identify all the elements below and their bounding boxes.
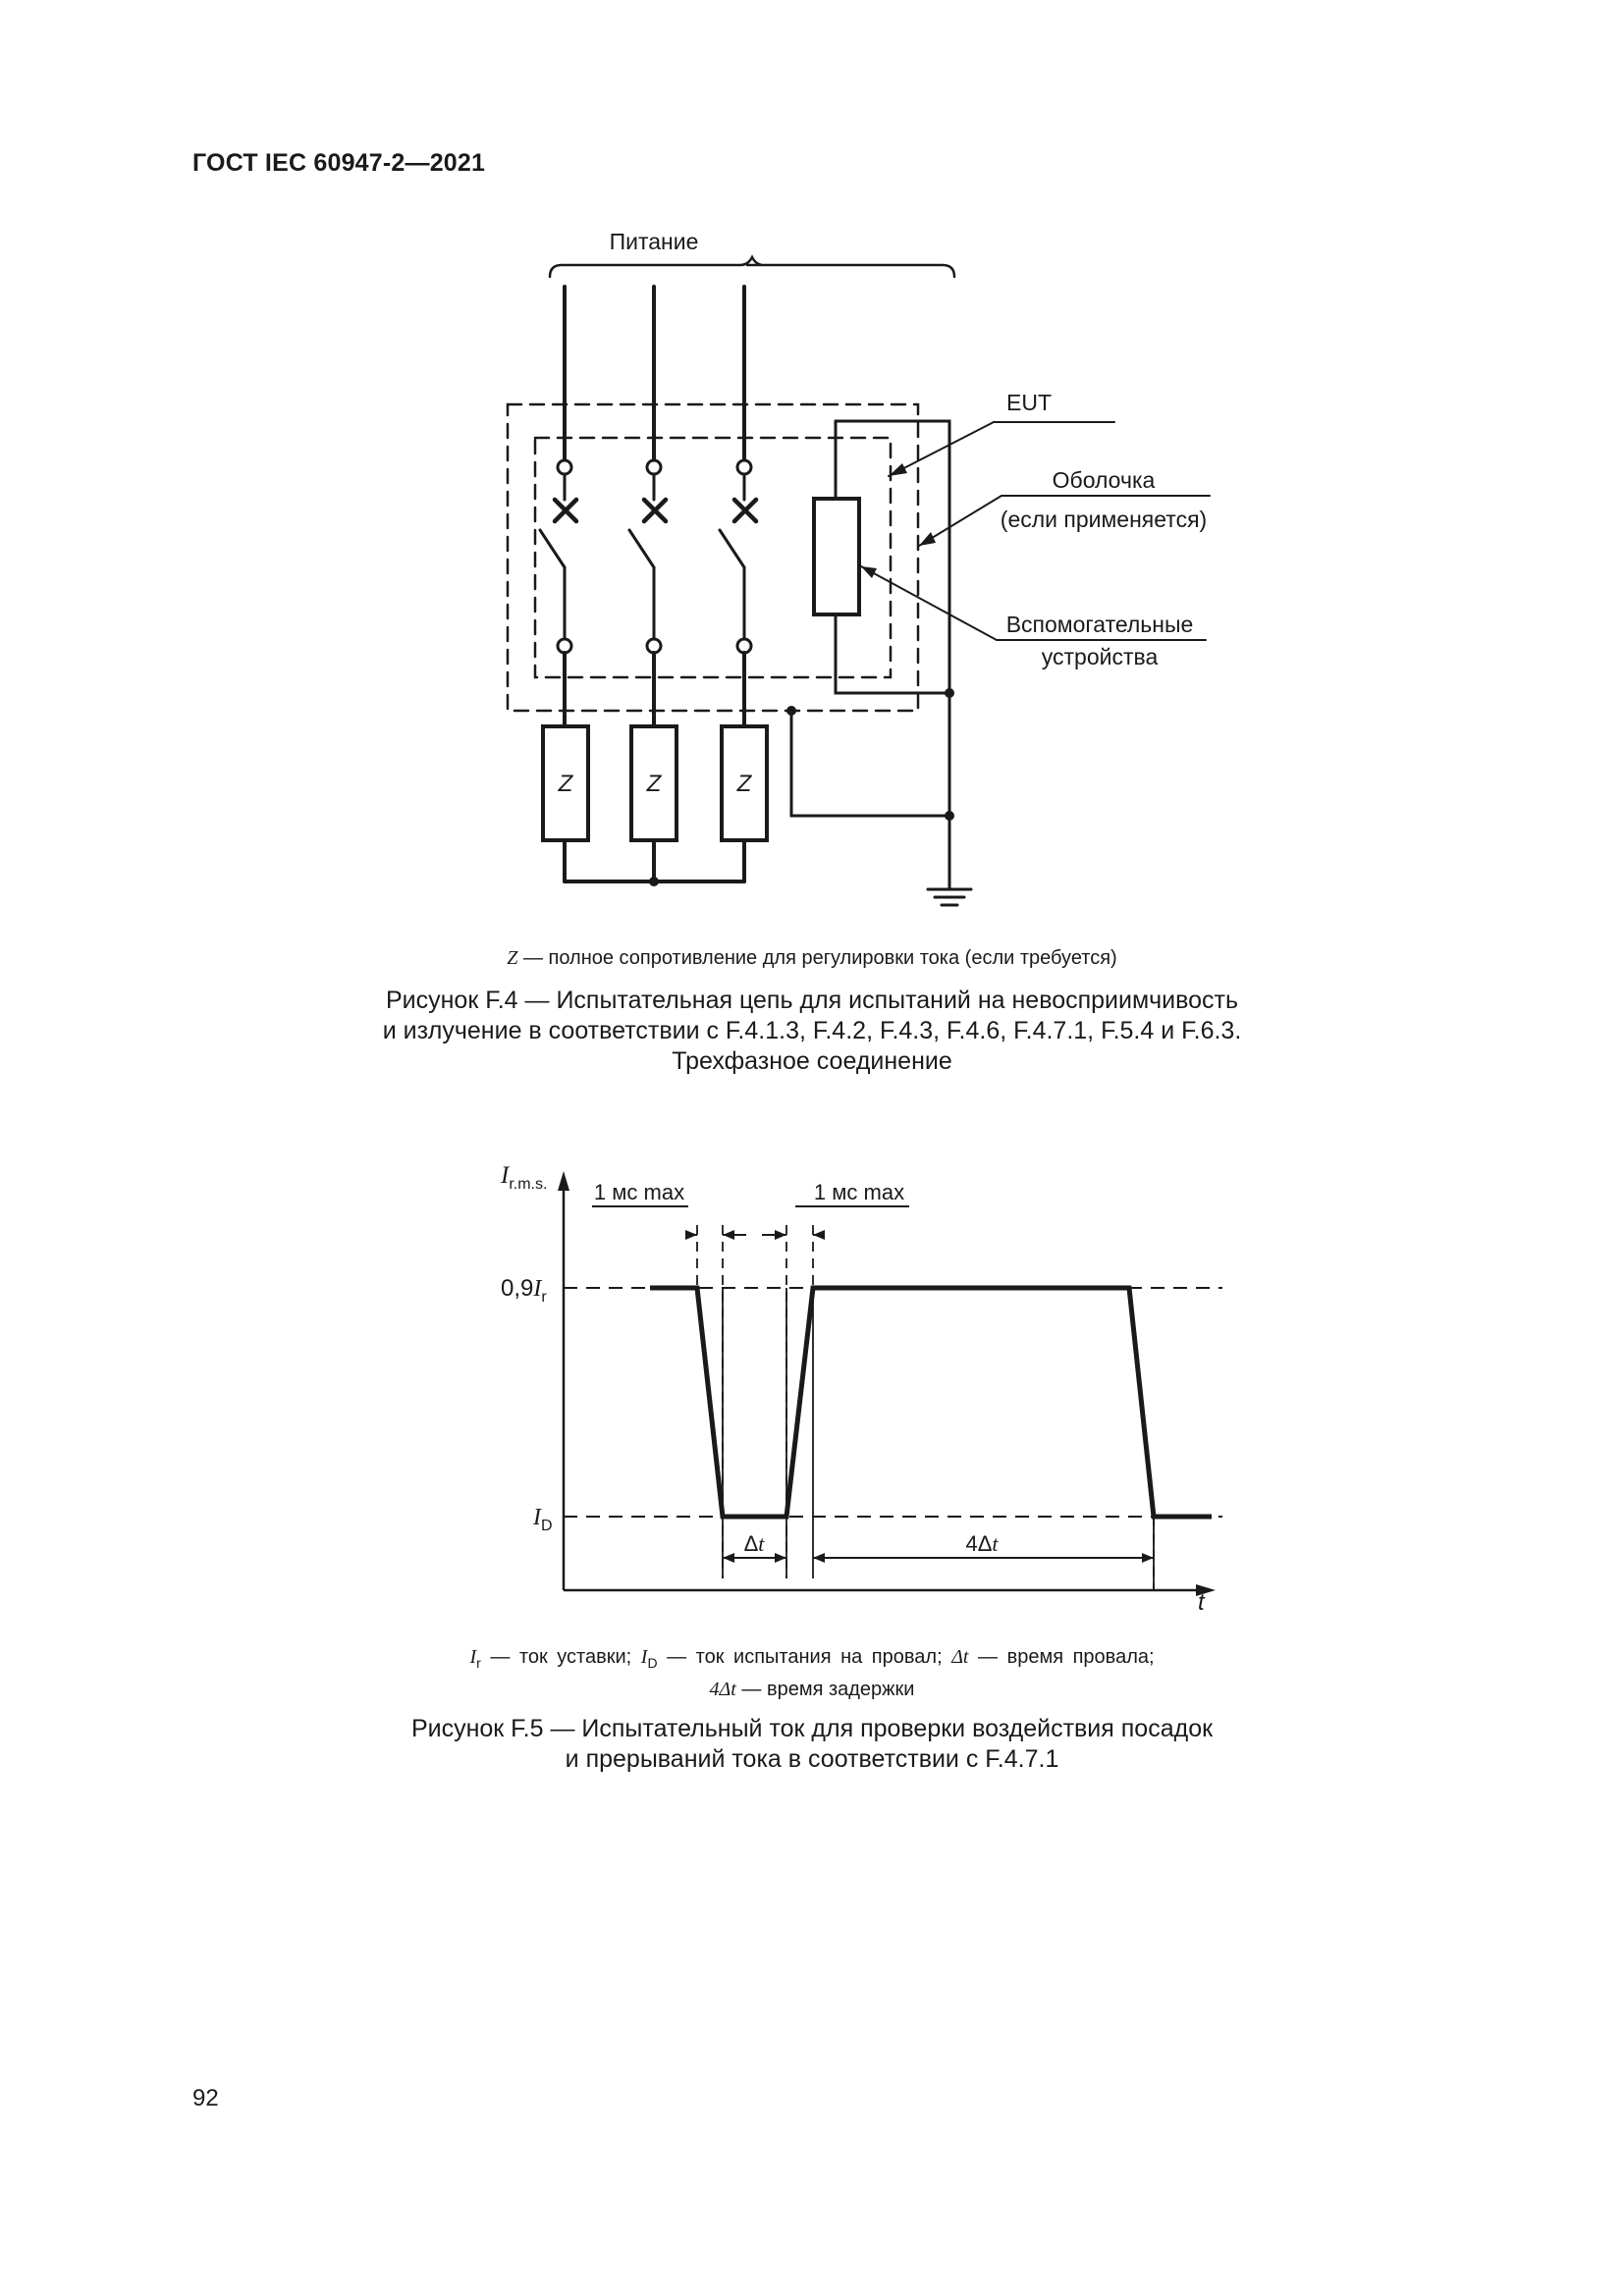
impedance-z1-label: Z bbox=[558, 771, 573, 797]
figure-f4-caption-line3: Трехфазное соединение bbox=[672, 1047, 952, 1075]
aux-label-line1: Вспомогательные bbox=[1005, 612, 1194, 637]
figure-f4-caption-line1: Рисунок F.4 — Испытательная цепь для испытаний на невосприимчивость bbox=[385, 987, 1239, 1014]
arrowhead-aux bbox=[861, 566, 877, 578]
document-header: ГОСТ IEC 60947-2—2021 bbox=[192, 149, 486, 177]
ramp-label-left: 1 мс max bbox=[593, 1180, 685, 1204]
figure-f5-caption-line1: Рисунок F.5 — Испытательный ток для проверки воздействия посадок bbox=[410, 1715, 1214, 1742]
figure-f5-chart bbox=[0, 1129, 1624, 1620]
figure-f5-note-line1 bbox=[0, 1644, 1624, 1677]
delay-label bbox=[965, 1531, 999, 1556]
y-axis-subscript: r.m.s. bbox=[509, 1176, 548, 1193]
level-high-label bbox=[501, 1275, 547, 1306]
enclosure-label-line2: (если применяется) bbox=[1000, 507, 1208, 532]
note-id-subscript: D bbox=[647, 1655, 658, 1671]
supply-label: Питание bbox=[609, 229, 699, 254]
delay-prefix: 4Δ bbox=[965, 1531, 993, 1556]
note-ir-text: — ток уставки; bbox=[480, 1646, 641, 1668]
figure-f5-note bbox=[0, 1644, 1624, 1703]
note-id-text: — ток испытания на провал; bbox=[657, 1646, 952, 1668]
test-current-waveform bbox=[650, 1288, 1212, 1517]
arrowhead-enclosure bbox=[919, 532, 936, 546]
auxiliary-device bbox=[814, 499, 859, 614]
level-low-symbol: I bbox=[533, 1505, 541, 1530]
impedance-z3-label: Z bbox=[736, 771, 752, 797]
y-axis-label bbox=[500, 1162, 547, 1193]
figure-f4-circuit-diagram bbox=[0, 0, 1624, 942]
figure-f5-note-line2 bbox=[0, 1677, 1624, 1703]
dt-delta: Δ bbox=[743, 1531, 759, 1556]
page-number: 92 bbox=[192, 2085, 219, 2111]
note-4dt-symbol: 4Δt bbox=[709, 1679, 736, 1700]
ground-icon bbox=[928, 889, 971, 905]
ramp-label-right: 1 мс max bbox=[813, 1180, 905, 1204]
note-z-text: — полное сопротивление для регулировки тока (если требуется) bbox=[517, 947, 1117, 969]
level-high-symbol: I bbox=[533, 1276, 542, 1302]
x-axis-label: t bbox=[1198, 1589, 1205, 1616]
supply-brace bbox=[550, 257, 954, 277]
figure-f5-caption bbox=[0, 1714, 1624, 1775]
note-ir-symbol: I bbox=[469, 1646, 477, 1668]
aux-label-line2: устройства bbox=[1041, 644, 1159, 669]
delay-t: t bbox=[992, 1531, 999, 1556]
dt-t: t bbox=[758, 1531, 765, 1556]
figure-f4-note bbox=[0, 945, 1624, 972]
note-dt-text: — время провала; bbox=[968, 1646, 1155, 1668]
figure-f4-caption bbox=[0, 986, 1624, 1077]
y-axis-arrow bbox=[558, 1171, 569, 1191]
level-low-label bbox=[532, 1505, 553, 1534]
note-id-symbol: I bbox=[640, 1646, 648, 1668]
figure-f4-caption-line2: и излучение в соответствии с F.4.1.3, F.4.2, F.4.3, F.4.6, F.4.7.1, F.5.4 и F.6.3. bbox=[382, 1017, 1242, 1044]
eut-label: EUT bbox=[1006, 390, 1052, 415]
level-high-subscript: r bbox=[541, 1289, 547, 1306]
level-high-prefix: 0,9 bbox=[501, 1275, 534, 1302]
note-dt-symbol: Δt bbox=[951, 1646, 969, 1668]
impedance-z2-label: Z bbox=[646, 771, 662, 797]
note-4dt-text: — время задержки bbox=[735, 1679, 915, 1700]
enclosure-label-line1: Оболочка bbox=[1052, 467, 1156, 493]
level-low-subscript: D bbox=[541, 1518, 553, 1534]
note-ir-subscript: r bbox=[476, 1655, 481, 1671]
note-z-symbol: Z bbox=[507, 947, 518, 969]
figure-f5-caption-line2: и прерываний тока в соответствии с F.4.7.1 bbox=[565, 1745, 1059, 1773]
y-axis-symbol: I bbox=[501, 1162, 510, 1189]
dt-label bbox=[744, 1531, 766, 1556]
